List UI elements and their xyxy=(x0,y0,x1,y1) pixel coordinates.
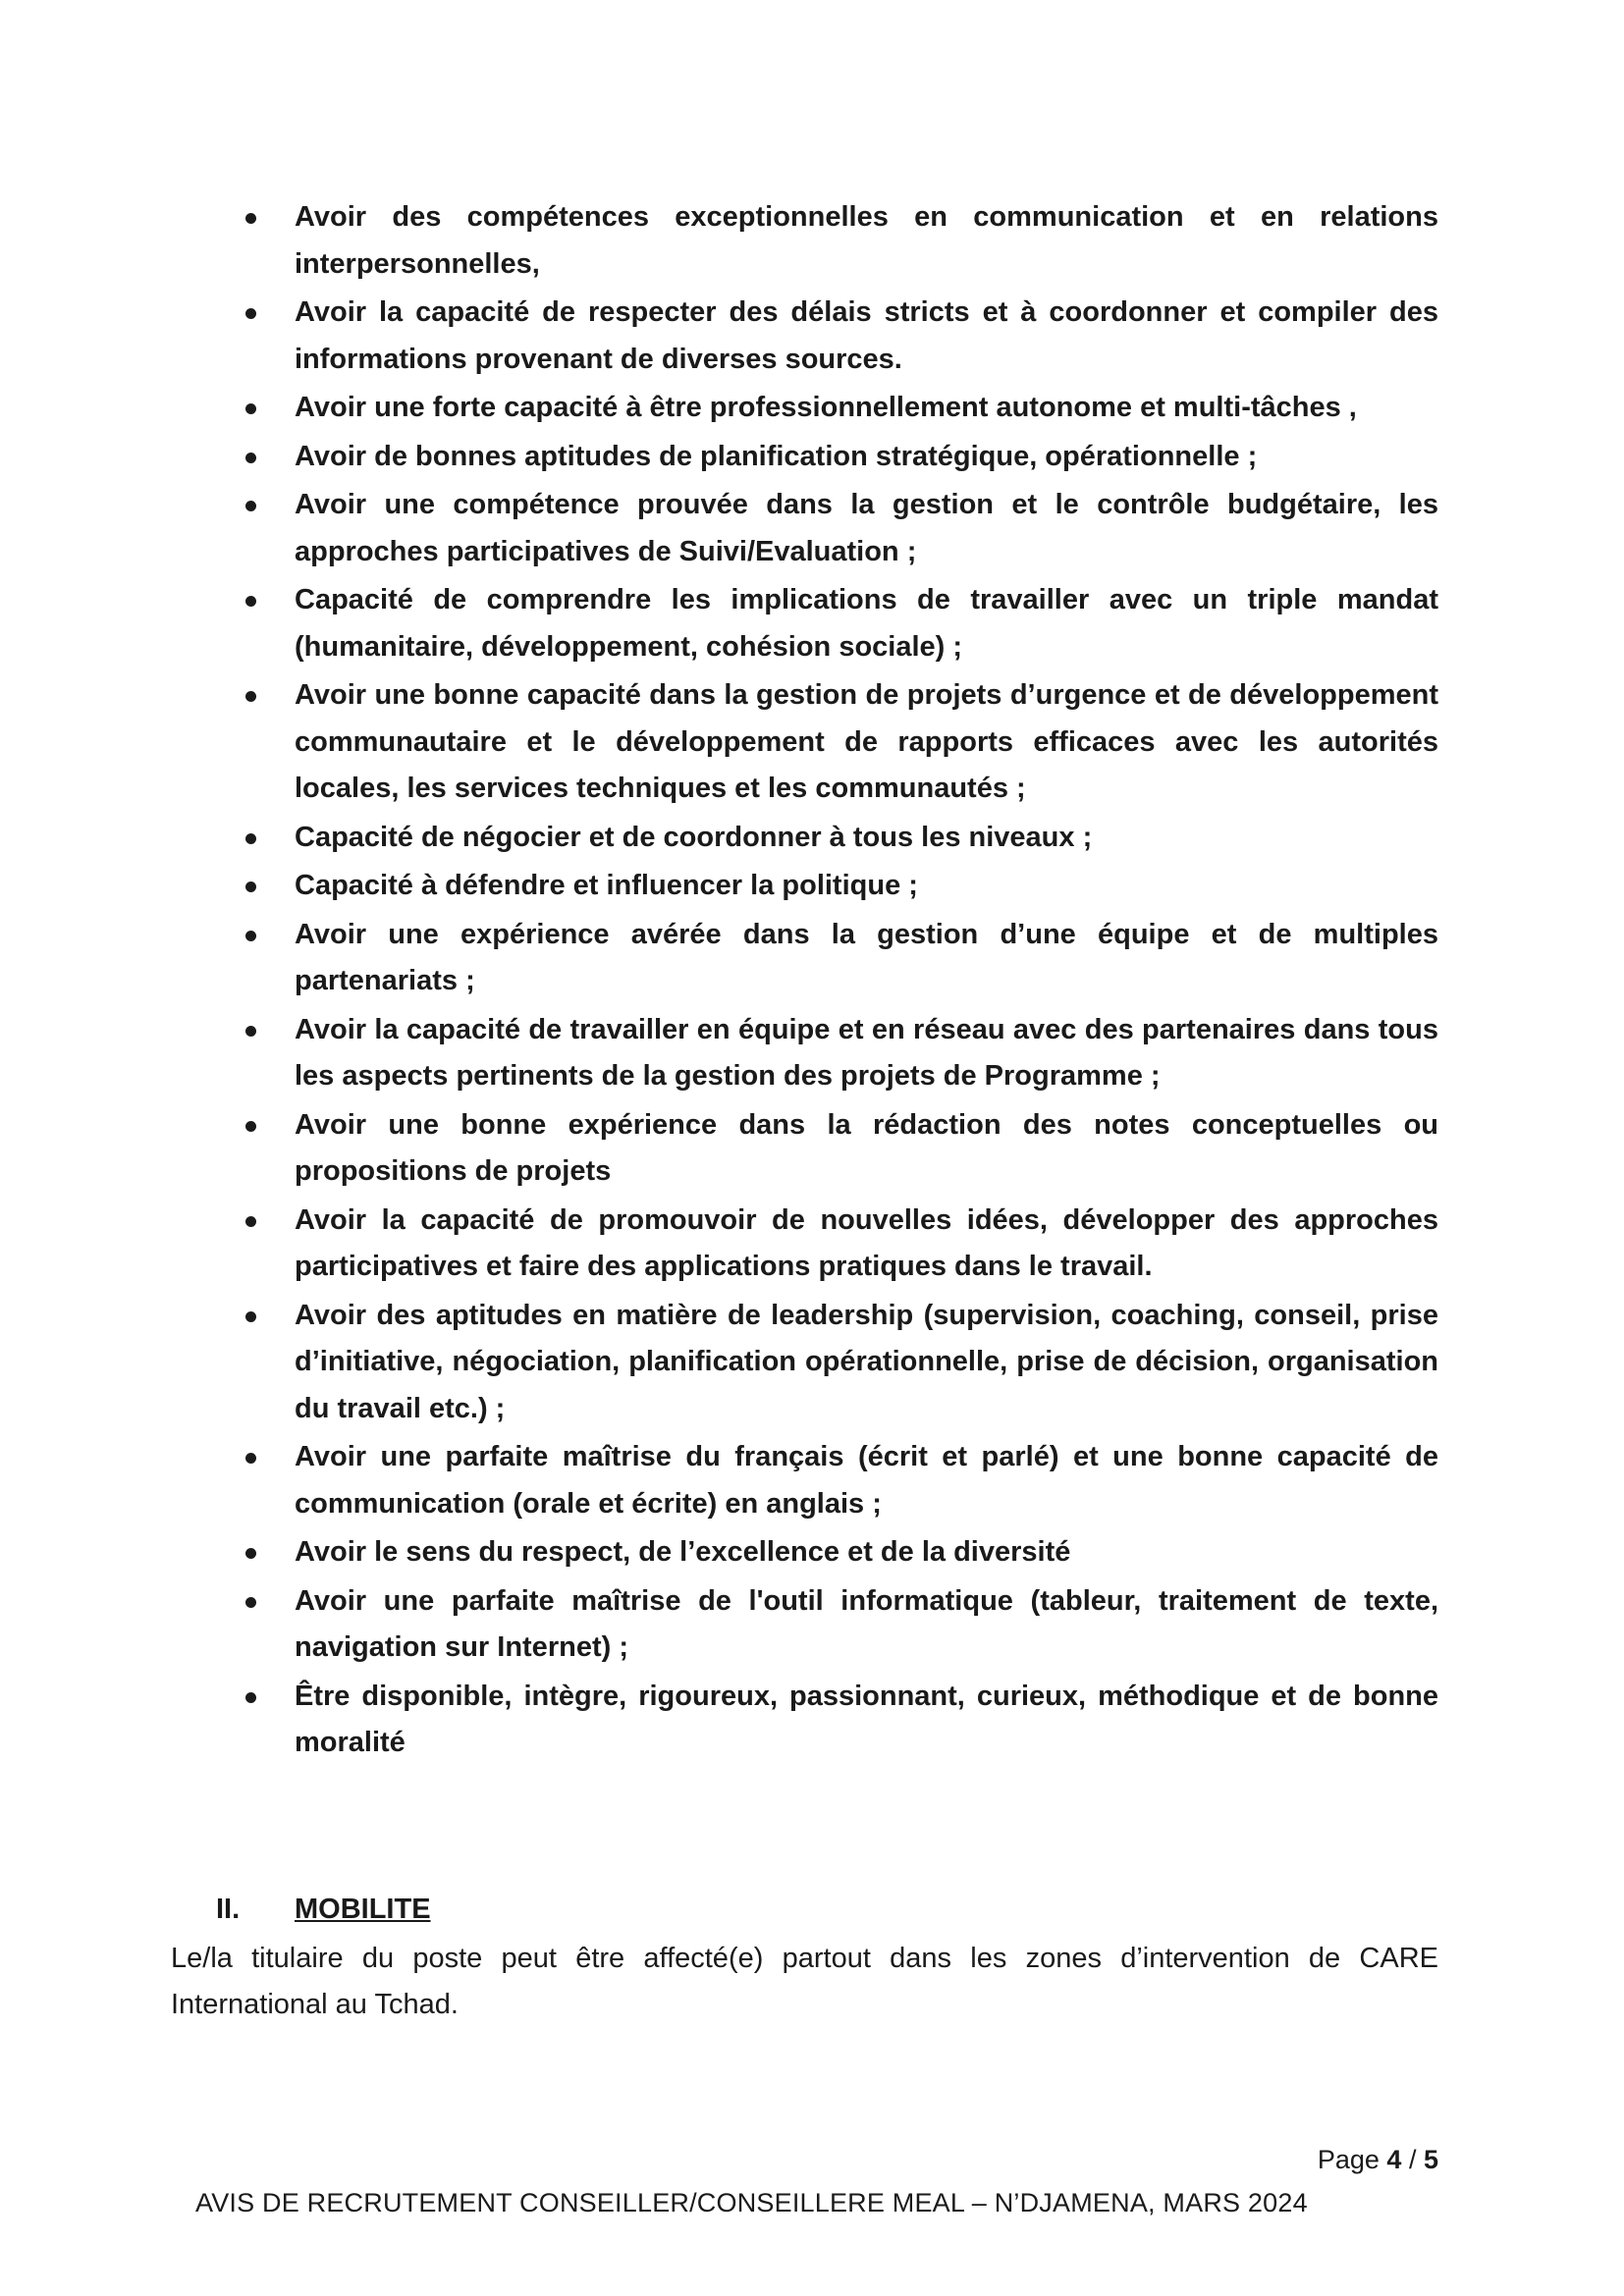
list-item-text: Avoir une compétence prouvée dans la gestion et le contrôle budgétaire, les approches participatives de Suivi/Evaluation ; xyxy=(295,489,1438,567)
bullet-icon xyxy=(245,1453,256,1464)
list-item xyxy=(245,194,1438,288)
bullet-icon xyxy=(245,501,256,511)
list-item-text: Avoir le sens du respect, de l’excellence et de la diversité xyxy=(295,1536,1071,1568)
list-item xyxy=(245,1102,1438,1196)
bullet-icon xyxy=(245,1121,256,1132)
list-item-text: Avoir la capacité de promouvoir de nouvelles idées, développer des approches participatives et faire des applications pratiques dans le travail. xyxy=(295,1203,1438,1282)
bullet-icon xyxy=(245,691,256,702)
list-item-text: Capacité de négocier et de coordonner à tous les niveaux ; xyxy=(295,821,1093,853)
list-item xyxy=(245,385,1438,432)
list-item-text: Avoir une bonne expérience dans la rédaction des notes conceptuelles ou propositions de projets xyxy=(295,1108,1438,1187)
bullet-icon xyxy=(245,1548,256,1559)
bullet-icon xyxy=(245,931,256,941)
bullet-icon xyxy=(245,596,256,607)
list-item-text: Avoir une forte capacité à être professionnellement autonome et multi-tâches , xyxy=(295,392,1357,423)
list-item xyxy=(245,577,1438,670)
section-title: MOBILITE xyxy=(295,1894,431,1925)
list-item xyxy=(245,434,1438,481)
bullet-icon xyxy=(245,881,256,892)
list-item-text: Capacité à défendre et influencer la politique ; xyxy=(295,870,918,901)
bullet-icon xyxy=(245,1026,256,1037)
list-item-text: Avoir de bonnes aptitudes de planification stratégique, opérationnelle ; xyxy=(295,440,1258,472)
section-paragraph: Le/la titulaire du poste peut être affecté(e) partout dans les zones d’intervention de CARE International au Tchad. xyxy=(171,1943,1438,2020)
section-heading xyxy=(216,1890,431,1929)
list-item xyxy=(245,290,1438,383)
requirements-list xyxy=(245,194,1438,1769)
list-item xyxy=(245,1674,1438,1767)
list-item xyxy=(245,672,1438,813)
bullet-icon xyxy=(245,1692,256,1703)
list-item xyxy=(245,815,1438,862)
list-item-text: Avoir une bonne capacité dans la gestion de projets d’urgence et de développement communautaire et le développement de rapports efficaces avec les autorités locales, les services techniques et les communautés ; xyxy=(295,679,1438,804)
page-number-total: 5 xyxy=(1423,2145,1438,2174)
list-item-text: Être disponible, intègre, rigoureux, passionnant, curieux, méthodique et de bonne moralité xyxy=(295,1680,1438,1758)
page-number-separator: / xyxy=(1408,2145,1417,2174)
list-item xyxy=(245,863,1438,910)
bullet-icon xyxy=(245,403,256,414)
list-item xyxy=(245,1007,1438,1100)
bullet-icon xyxy=(245,453,256,463)
section-number: II. xyxy=(216,1894,241,1925)
list-item-text: Avoir la capacité de respecter des délais stricts et à coordonner et compiler des informations provenant de diverses sources. xyxy=(295,296,1438,375)
list-item xyxy=(245,1293,1438,1433)
list-item-text: Avoir une expérience avérée dans la gestion d’une équipe et de multiples partenariats ; xyxy=(295,918,1438,996)
bullet-icon xyxy=(245,1216,256,1227)
bullet-icon xyxy=(245,213,256,224)
list-item xyxy=(245,1198,1438,1291)
list-item xyxy=(245,1578,1438,1672)
page-number-current: 4 xyxy=(1386,2145,1402,2174)
bullet-icon xyxy=(245,308,256,319)
list-item-text: Avoir des compétences exceptionnelles en communication et en relations interpersonnelles, xyxy=(295,201,1438,280)
list-item xyxy=(245,1529,1438,1576)
bullet-icon xyxy=(245,1311,256,1322)
list-item-text: Avoir la capacité de travailler en équipe et en réseau avec des partenaires dans tous les aspects pertinents de la gestion des projets de Programme ; xyxy=(295,1013,1438,1092)
page-number-prefix: Page xyxy=(1317,2145,1380,2174)
page-footer: AVIS DE RECRUTEMENT CONSEILLER/CONSEILLERE MEAL – N’DJAMENA, MARS 2024 xyxy=(195,2188,1308,2217)
page-number xyxy=(1318,2142,1438,2177)
list-item xyxy=(245,482,1438,575)
list-item xyxy=(245,912,1438,1005)
bullet-icon xyxy=(245,833,256,844)
list-item-text: Capacité de comprendre les implications de travailler avec un triple mandat (humanitaire, développement, cohésion sociale) ; xyxy=(295,584,1438,663)
bullet-icon xyxy=(245,1597,256,1608)
list-item-text: Avoir des aptitudes en matière de leadership (supervision, coaching, conseil, prise d’initiative, négociation, planification opérationnelle, prise de décision, organisation du travail etc.) ; xyxy=(295,1299,1438,1424)
list-item xyxy=(245,1434,1438,1527)
list-item-text: Avoir une parfaite maîtrise de l'outil informatique (tableur, traitement de texte, navigation sur Internet) ; xyxy=(295,1584,1438,1663)
list-item-text: Avoir une parfaite maîtrise du français (écrit et parlé) et une bonne capacité de communication (orale et écrite) en anglais ; xyxy=(295,1441,1438,1520)
